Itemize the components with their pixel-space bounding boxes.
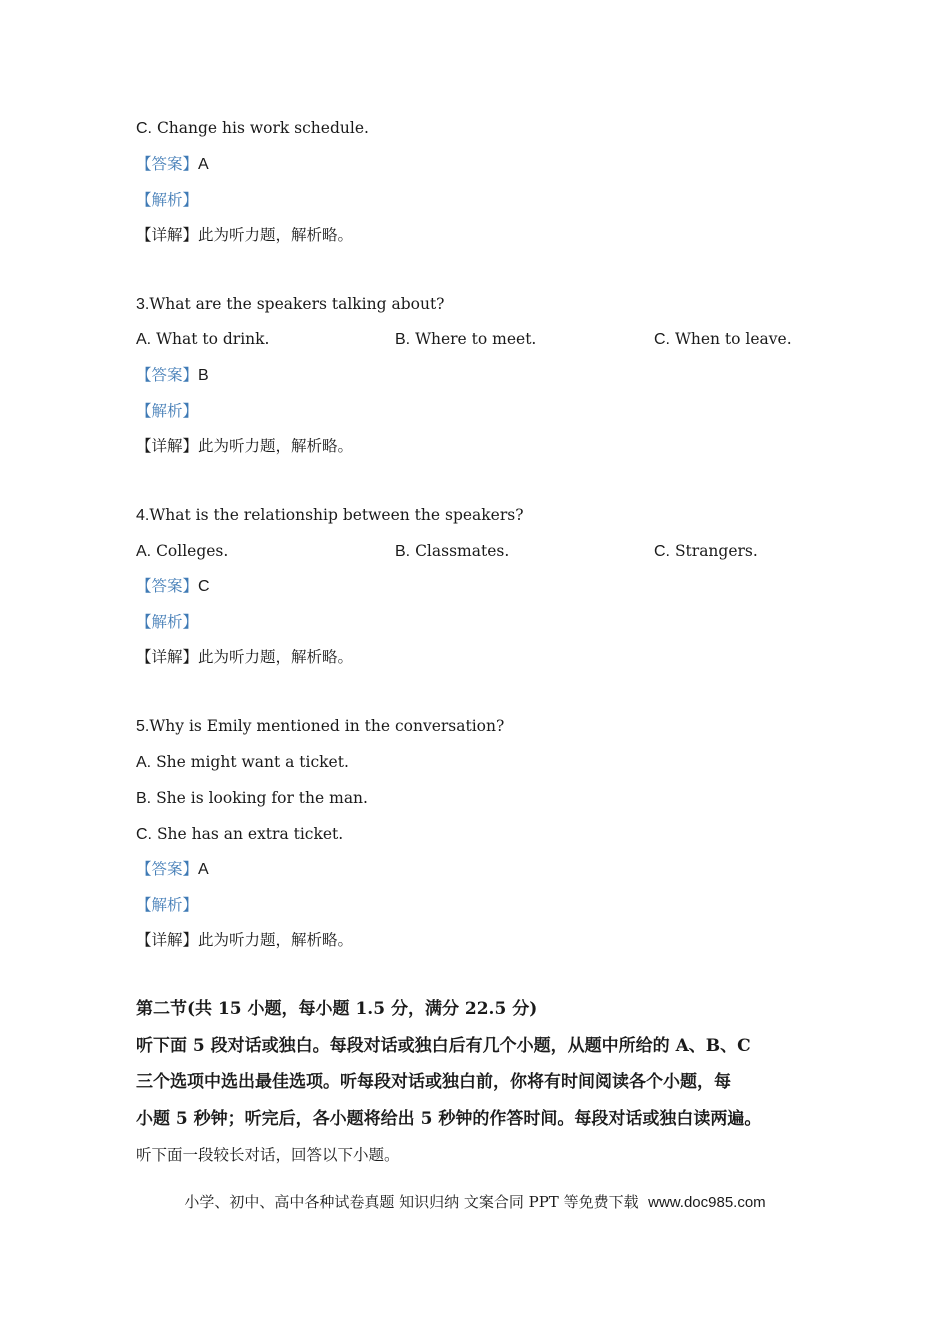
section-instruction-line: 三个选项中选出最佳选项。听每段对话或独白前，你将有时间阅读各个小题，每 [136,1072,731,1092]
q2-option-c [136,118,369,139]
option-label: C. [654,331,670,348]
answer-tag: 【答案】 [136,860,199,878]
question-number: 4. [136,507,150,524]
q4-option-b [395,541,509,562]
option-label: C. [654,543,670,560]
answer-value: A [198,156,209,173]
q4-analysis: 【解析】 [136,613,199,631]
option-text: Change his work schedule. [156,119,369,137]
q3-option-a [136,329,269,350]
q3-option-b [395,329,536,350]
question-number: 3. [136,296,150,313]
answer-value: B [198,367,209,384]
answer-tag: 【答案】 [136,577,199,595]
answer-tag: 【答案】 [136,366,199,384]
option-label: A. [136,543,152,560]
q5-option-c [136,824,343,845]
option-text: Colleges. [156,542,229,560]
q2-detail: 【详解】此为听力题，解析略。 [136,226,354,244]
q5-option-a [136,752,349,773]
footer-text: 小学、初中、高中各种试卷真题 知识归纳 文案合同 PPT 等免费下载 [184,1193,639,1211]
option-label: C. [136,826,152,843]
q2-analysis: 【解析】 [136,191,199,209]
q5-option-b [136,788,368,809]
page-footer [0,1191,950,1212]
option-label: B. [136,790,152,807]
option-text: Strangers. [674,542,758,560]
question-text: What are the speakers talking about? [149,295,445,313]
section-instruction-line: 小题 5 秒钟；听完后，各小题将给出 5 秒钟的作答时间。每段对话或独白读两遍。 [136,1109,762,1129]
q4-option-c [654,541,758,562]
option-text: When to leave. [674,330,792,348]
q4-question [136,505,524,526]
answer-value: C [198,578,210,595]
option-label: A. [136,754,152,771]
option-text: Where to meet. [415,330,537,348]
footer-url[interactable]: www.doc985.com [648,1194,766,1211]
section-heading: 第二节(共 15 小题，每小题 1.5 分，满分 22.5 分) [136,999,538,1019]
option-text: Classmates. [415,542,510,560]
q4-detail: 【详解】此为听力题，解析略。 [136,648,354,666]
option-label: B. [395,331,411,348]
listening-prompt: 听下面一段较长对话，回答以下小题。 [136,1146,400,1164]
answer-value: A [198,861,209,878]
q3-answer [136,365,209,386]
q3-option-c [654,329,792,350]
question-number: 5. [136,718,150,735]
q4-answer [136,576,210,597]
section-instruction-line: 听下面 5 段对话或独白。每段对话或独白后有几个小题，从题中所给的 A、B、C [136,1036,751,1056]
q5-question [136,716,504,737]
answer-tag: 【答案】 [136,155,199,173]
q2-answer [136,154,209,175]
q5-answer [136,859,209,880]
option-label: C. [136,120,152,137]
q5-detail: 【详解】此为听力题，解析略。 [136,931,354,949]
q3-detail: 【详解】此为听力题，解析略。 [136,437,354,455]
option-text: She might want a ticket. [156,753,349,771]
option-text: What to drink. [156,330,270,348]
question-text: Why is Emily mentioned in the conversation? [149,717,505,735]
option-text: She is looking for the man. [156,789,368,807]
question-text: What is the relationship between the speakers? [149,506,524,524]
option-label: B. [395,543,411,560]
option-text: She has an extra ticket. [156,825,344,843]
option-label: A. [136,331,152,348]
q3-question [136,294,445,315]
q5-analysis: 【解析】 [136,896,199,914]
q3-analysis: 【解析】 [136,402,199,420]
q4-option-a [136,541,228,562]
